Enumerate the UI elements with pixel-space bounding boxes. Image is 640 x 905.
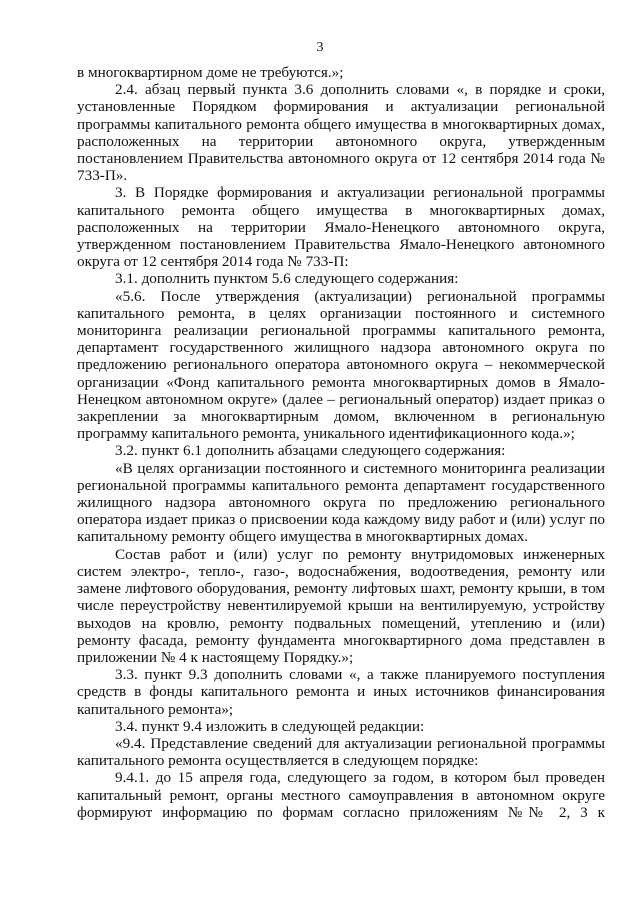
paragraph-continuation: в многоквартирном доме не требуются.»; bbox=[77, 64, 344, 81]
paragraph-3: 3. В Порядке формирования и актуализации региональной программы капитального ремонта общего имущества в многоквартирных домах, расположенных на территории Ямало-Ненецкого автономного округа, утвержденном постановлением Правительства Ямало-Ненецкого автономного округа от 12 сентября 2014 года № 733-П: bbox=[77, 184, 605, 271]
paragraph-monitoring-quote: «В целях организации постоянного и системного мониторинга реализации региональной программы капитального ремонта департамент государственного жилищного надзора автономного округа по предложению регионального оператора издает приказ о присвоении кода каждому виду работ и (или) услуг по капитальному ремонту общего имущества в многоквартирных домах. bbox=[77, 459, 605, 546]
paragraph-works-composition: Состав работ и (или) услуг по ремонту внутридомовых инженерных систем электро-, тепло-, газо-, водоснабжения, водоотведения, ремонту или замене лифтового оборудования, ремонту лифтовых шахт, ремонту крыши, в том числе переустройству невентилируемой крыши на вентилируемую, устройству выходов на кровлю, ремонту подвальных помещений, утеплению и (или) ремонту фасада, ремонту фундамента многоквартирного дома представлен в приложении № 4 к настоящему Порядку.»; bbox=[77, 545, 605, 666]
paragraph-2-4: 2.4. абзац первый пункта 3.6 дополнить словами «, в порядке и сроки, установленные Порядком формирования и актуализации региональной программы капитального ремонта общего имущества в многоквартирных домах, расположенных на территории автономного округа, утвержденным постановлением Правительства автономного округа от 12 сентября 2014 года № 733-П». bbox=[77, 81, 605, 185]
paragraph-9-4-1: 9.4.1. до 15 апреля года, следующего за годом, в котором был проведен капитальный ремонт, органы местного самоуправления в автономном округе формируют информацию по формам согласно приложениям №№ 2, 3 к bbox=[77, 769, 605, 821]
paragraph-5-6-quote: «5.6. После утверждения (актуализации) региональной программы капитального ремонта, в целях организации постоянного и системного мониторинга реализации региональной программы капитального ремонта, департамент государственного жилищного надзора автономного округа по предложению регионального оператора автономного округа – некоммерческой организации «Фонд капитального ремонта многоквартирных домов в Ямало-Ненецком автономном округе» (далее – региональный оператор) издает приказ о закреплении за многоквартирным домом, включенном в региональную программу капитального ремонта, уникального идентификационного кода.»; bbox=[77, 287, 605, 443]
paragraph-3-2: 3.2. пункт 6.1 дополнить абзацами следующего содержания: bbox=[115, 442, 506, 460]
paragraph-3-1: 3.1. дополнить пунктом 5.6 следующего содержания: bbox=[115, 270, 459, 288]
page-number: 3 bbox=[316, 40, 324, 55]
document-body bbox=[77, 64, 605, 821]
paragraph-9-4-quote: «9.4. Представление сведений для актуализации региональной программы капитального ремонта осуществляется в следующем порядке: bbox=[77, 734, 605, 770]
paragraph-3-3: 3.3. пункт 9.3 дополнить словами «, а также планируемого поступления средств в фонды капитального ремонта и иных источников финансирования капитального ремонта»; bbox=[77, 666, 605, 718]
paragraph-3-4: 3.4. пункт 9.4 изложить в следующей редакции: bbox=[115, 717, 425, 735]
